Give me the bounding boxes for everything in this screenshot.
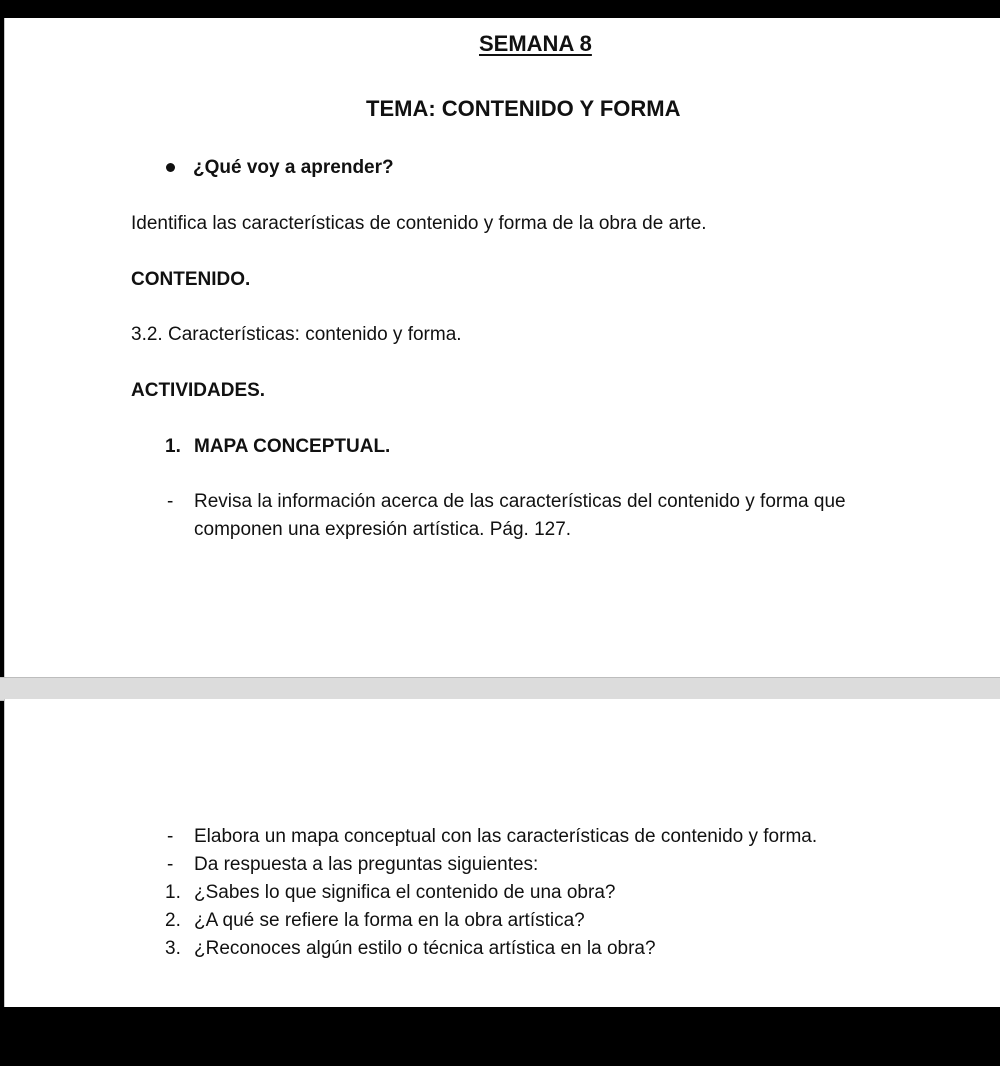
dash-bullet: - (167, 826, 174, 847)
dash-bullet: - (167, 491, 174, 512)
instruction-answer-questions: Da respuesta a las preguntas siguientes: (194, 854, 539, 875)
learn-question: ¿Qué voy a aprender? (193, 157, 394, 178)
topic-title: TEMA: CONTENIDO Y FORMA (366, 96, 681, 121)
page-separator (0, 677, 1000, 701)
question-3-text: ¿Reconoces algún estilo o técnica artística en la obra? (194, 938, 656, 959)
learn-description: Identifica las características de contenido y forma de la obra de arte. (131, 213, 707, 234)
bullet-dot-icon (166, 163, 175, 172)
question-1-text: ¿Sabes lo que significa el contenido de una obra? (194, 882, 616, 903)
question-1-number: 1. (165, 882, 181, 903)
activity-1-title: MAPA CONCEPTUAL. (194, 436, 391, 457)
top-black-bar (0, 0, 1000, 18)
document-page-1 (4, 18, 1000, 677)
instruction-concept-map: Elabora un mapa conceptual con las características de contenido y forma. (194, 826, 818, 847)
activity-1-number: 1. (165, 436, 181, 457)
bottom-black-bar (0, 1007, 1000, 1066)
instruction-review-line-2: componen una expresión artística. Pág. 127. (194, 519, 572, 540)
instruction-review-line-1: Revisa la información acerca de las características del contenido y forma que (194, 491, 846, 512)
question-2-text: ¿A qué se refiere la forma en la obra artística? (194, 910, 585, 931)
activities-heading: ACTIVIDADES. (131, 380, 266, 401)
content-item: 3.2. Características: contenido y forma. (131, 324, 462, 345)
content-heading: CONTENIDO. (131, 269, 251, 290)
week-title: SEMANA 8 (479, 31, 592, 56)
dash-bullet: - (167, 854, 174, 875)
question-3-number: 3. (165, 938, 181, 959)
document-page-2 (4, 699, 1000, 1007)
question-2-number: 2. (165, 910, 181, 931)
